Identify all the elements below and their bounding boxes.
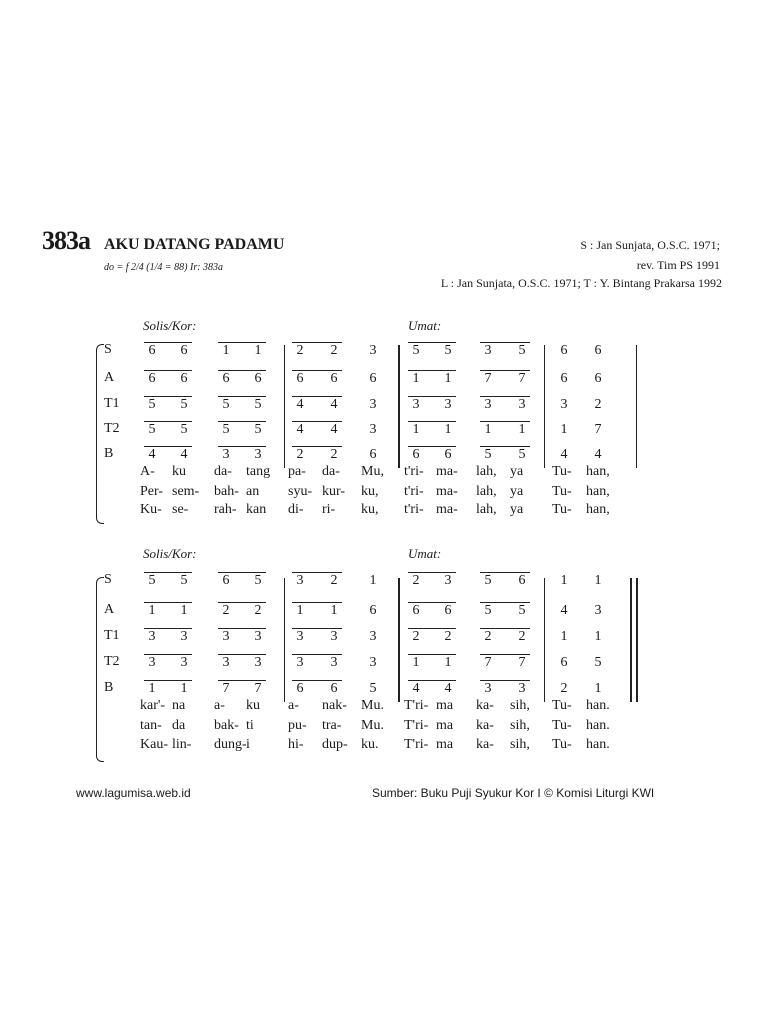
note: 3 (180, 655, 188, 670)
lyric-syllable: han, (586, 464, 610, 479)
note: 3 (296, 655, 304, 670)
note: 7 (484, 371, 492, 386)
note: 3 (444, 573, 452, 588)
note: 4 (412, 681, 420, 696)
note: 6 (560, 655, 568, 670)
note: 3 (222, 629, 230, 644)
lyric-syllable: Kau- (140, 737, 168, 752)
note: 7 (518, 371, 526, 386)
note: 1 (330, 603, 338, 618)
lyric-syllable: t'ri- (404, 502, 424, 517)
lyric-syllable: ma- (436, 502, 458, 517)
note: 3 (330, 629, 338, 644)
note: 3 (518, 681, 526, 696)
note: 6 (518, 573, 526, 588)
lyric-syllable: ku. (361, 737, 379, 752)
system-brace (96, 344, 104, 524)
lyric-syllable: Ku- (140, 502, 162, 517)
note: 1 (594, 573, 602, 588)
lyric-syllable: ma (436, 718, 454, 733)
note: 5 (484, 573, 492, 588)
note: 1 (518, 422, 526, 437)
note: 7 (484, 655, 492, 670)
lyric-syllable: syu- (288, 484, 313, 499)
lyric-syllable: ka- (476, 698, 494, 713)
lyric-syllable: Tu- (552, 718, 572, 733)
note: 3 (254, 447, 262, 462)
note: 4 (296, 422, 304, 437)
note: 2 (330, 343, 338, 358)
lyric-syllable: t'ri- (404, 484, 424, 499)
note: 4 (560, 603, 568, 618)
note: 5 (369, 681, 377, 696)
note: 3 (222, 447, 230, 462)
lyric-syllable: Tu- (552, 698, 572, 713)
note: 6 (222, 371, 230, 386)
note: 3 (369, 397, 377, 412)
lyric-syllable: ya (510, 484, 524, 499)
note: 3 (296, 573, 304, 588)
note: 2 (594, 397, 602, 412)
bar-line (284, 578, 285, 702)
note: 3 (148, 655, 156, 670)
note: 3 (594, 603, 602, 618)
note: 4 (296, 397, 304, 412)
voice-label: T1 (104, 396, 120, 411)
lyric-syllable: ya (510, 464, 524, 479)
note: 6 (369, 447, 377, 462)
lyric-syllable: a- (288, 698, 299, 713)
double-bar-line (398, 578, 400, 702)
note: 2 (560, 681, 568, 696)
note: 6 (180, 343, 188, 358)
note: 3 (444, 397, 452, 412)
double-bar-line (398, 345, 400, 468)
lyric-syllable: dup- (322, 737, 348, 752)
lyric-syllable: Mu. (361, 718, 384, 733)
lyric-syllable: kan (246, 502, 267, 517)
solis-kor-label: Solis/Kor: (143, 546, 197, 561)
lyric-syllable: bah- (214, 484, 239, 499)
note: 5 (254, 397, 262, 412)
note: 3 (560, 397, 568, 412)
note: 1 (148, 603, 156, 618)
song-number: 383a (42, 226, 90, 255)
lyric-syllable: han. (586, 737, 610, 752)
lyric-syllable: Mu, (361, 464, 384, 479)
note: 4 (330, 397, 338, 412)
note: 6 (412, 447, 420, 462)
voice-label: S (104, 342, 112, 357)
note: 4 (330, 422, 338, 437)
note: 2 (254, 603, 262, 618)
note: 2 (518, 629, 526, 644)
note: 6 (594, 371, 602, 386)
note: 5 (518, 447, 526, 462)
note: 1 (594, 629, 602, 644)
note: 3 (254, 655, 262, 670)
lyric-syllable: dung- (214, 737, 247, 752)
lyric-syllable: da (172, 718, 186, 733)
note: 6 (594, 343, 602, 358)
lyric-syllable: kar'- (140, 698, 166, 713)
lyric-syllable: di- (288, 502, 304, 517)
note: 6 (369, 603, 377, 618)
note: 3 (222, 655, 230, 670)
note: 1 (180, 681, 188, 696)
lyric-syllable: Mu. (361, 698, 384, 713)
lyric-syllable: lah, (476, 484, 497, 499)
lyric-syllable: tang (246, 464, 271, 479)
lyric-syllable: bak- (214, 718, 239, 733)
lyric-syllable: kur- (322, 484, 346, 499)
note: 6 (222, 573, 230, 588)
voice-label: B (104, 446, 114, 461)
final-bar-line (630, 578, 632, 702)
system-brace (96, 577, 104, 762)
note: 3 (369, 422, 377, 437)
voice-label: A (104, 370, 115, 385)
lyric-syllable: se- (172, 502, 189, 517)
note: 5 (412, 343, 420, 358)
footer-website: www.lagumisa.web.id (76, 786, 191, 800)
song-meta: do = f 2/4 (1/4 = 88) Ir: 383a (104, 262, 224, 273)
footer-source: Sumber: Buku Puji Syukur Kor I © Komisi Liturgi KWI (372, 786, 655, 800)
note: 2 (444, 629, 452, 644)
note: 1 (254, 343, 262, 358)
note: 7 (518, 655, 526, 670)
note: 6 (296, 371, 304, 386)
note: 2 (484, 629, 492, 644)
lyric-syllable: i (246, 737, 250, 752)
note: 5 (148, 397, 156, 412)
lyric-syllable: a- (214, 698, 225, 713)
lyric-syllable: lah, (476, 502, 497, 517)
note: 5 (148, 573, 156, 588)
credit-melody-text: L : Jan Sunjata, O.S.C. 1971; T : Y. Bintang Prakarsa 1992 (440, 276, 722, 290)
lyric-syllable: nak- (322, 698, 347, 713)
song-title: AKU DATANG PADAMU (104, 236, 285, 253)
lyric-syllable: lin- (172, 737, 192, 752)
note: 5 (180, 422, 188, 437)
bar-line (544, 578, 545, 702)
note: 4 (594, 447, 602, 462)
note: 3 (180, 629, 188, 644)
note: 1 (594, 681, 602, 696)
lyric-syllable: T'ri- (404, 698, 429, 713)
note: 6 (254, 371, 262, 386)
note: 1 (296, 603, 304, 618)
lyric-syllable: T'ri- (404, 718, 429, 733)
note: 4 (444, 681, 452, 696)
solis-kor-label: Solis/Kor: (143, 318, 197, 333)
lyric-syllable: ti (246, 718, 254, 733)
note: 5 (180, 397, 188, 412)
note: 3 (254, 629, 262, 644)
note: 3 (296, 629, 304, 644)
note: 5 (254, 573, 262, 588)
lyric-syllable: sih, (510, 698, 530, 713)
note: 6 (412, 603, 420, 618)
note: 1 (444, 371, 452, 386)
lyric-syllable: A- (140, 464, 155, 479)
note: 5 (484, 603, 492, 618)
note: 1 (560, 629, 568, 644)
credit-revision: rev. Tim PS 1991 (636, 258, 720, 272)
lyric-syllable: da- (214, 464, 232, 479)
lyric-syllable: pu- (288, 718, 307, 733)
note: 1 (412, 371, 420, 386)
note: 3 (369, 629, 377, 644)
note: 1 (412, 655, 420, 670)
note: 5 (484, 447, 492, 462)
note: 5 (518, 343, 526, 358)
lyric-syllable: han. (586, 718, 610, 733)
voice-label: B (104, 680, 114, 695)
note: 3 (518, 397, 526, 412)
note: 5 (148, 422, 156, 437)
lyric-syllable: ku (172, 464, 186, 479)
note: 6 (444, 447, 452, 462)
note: 1 (444, 655, 452, 670)
voice-label: S (104, 572, 112, 587)
note: 7 (222, 681, 230, 696)
note: 2 (412, 629, 420, 644)
lyric-syllable: Tu- (552, 464, 572, 479)
lyric-syllable: na (172, 698, 186, 713)
note: 3 (369, 343, 377, 358)
voice-label: T2 (104, 421, 120, 436)
lyric-syllable: ka- (476, 737, 494, 752)
note: 3 (330, 655, 338, 670)
note: 6 (148, 371, 156, 386)
bar-line (544, 345, 545, 468)
bar-line (284, 345, 285, 468)
lyric-syllable: lah, (476, 464, 497, 479)
lyric-syllable: ma- (436, 484, 458, 499)
note: 3 (484, 343, 492, 358)
note: 2 (330, 573, 338, 588)
note: 1 (484, 422, 492, 437)
lyric-syllable: pa- (288, 464, 306, 479)
lyric-syllable: ku (246, 698, 260, 713)
umat-label: Umat: (408, 318, 442, 333)
lyric-syllable: hi- (288, 737, 304, 752)
lyric-syllable: sih, (510, 718, 530, 733)
lyric-syllable: tra- (322, 718, 342, 733)
note: 6 (560, 371, 568, 386)
note: 5 (180, 573, 188, 588)
umat-label: Umat: (408, 546, 442, 561)
lyric-syllable: ri- (322, 502, 336, 517)
lyric-syllable: sih, (510, 737, 530, 752)
note: 5 (222, 397, 230, 412)
note: 6 (330, 371, 338, 386)
lyric-syllable: ma- (436, 464, 458, 479)
note: 2 (222, 603, 230, 618)
lyric-syllable: Tu- (552, 737, 572, 752)
lyric-syllable: sem- (172, 484, 200, 499)
note: 1 (369, 573, 377, 588)
note: 1 (560, 573, 568, 588)
note: 5 (254, 422, 262, 437)
note: 3 (369, 655, 377, 670)
lyric-syllable: Per- (140, 484, 164, 499)
lyric-syllable: da- (322, 464, 340, 479)
lyric-syllable: ku, (361, 484, 379, 499)
note: 2 (412, 573, 420, 588)
note: 5 (444, 343, 452, 358)
note: 5 (222, 422, 230, 437)
note: 6 (560, 343, 568, 358)
lyric-syllable: han, (586, 502, 610, 517)
lyric-syllable: ma (436, 698, 454, 713)
note: 2 (296, 447, 304, 462)
note: 3 (484, 397, 492, 412)
lyric-syllable: ka- (476, 718, 494, 733)
note: 7 (254, 681, 262, 696)
note: 1 (148, 681, 156, 696)
lyric-syllable: han, (586, 484, 610, 499)
voice-label: T2 (104, 654, 120, 669)
final-bar-line (636, 578, 638, 702)
note: 4 (180, 447, 188, 462)
lyric-syllable: t'ri- (404, 464, 424, 479)
voice-label: T1 (104, 628, 120, 643)
note: 6 (180, 371, 188, 386)
note: 5 (594, 655, 602, 670)
note: 4 (148, 447, 156, 462)
note: 2 (330, 447, 338, 462)
lyric-syllable: han. (586, 698, 610, 713)
lyric-syllable: ma (436, 737, 454, 752)
credit-text: S : Jan Sunjata, O.S.C. 1971; (580, 238, 720, 252)
note: 6 (296, 681, 304, 696)
note: 2 (296, 343, 304, 358)
note: 4 (560, 447, 568, 462)
note: 1 (180, 603, 188, 618)
lyric-syllable: ya (510, 502, 524, 517)
note: 6 (330, 681, 338, 696)
note: 6 (148, 343, 156, 358)
note: 7 (594, 422, 602, 437)
lyric-syllable: Tu- (552, 502, 572, 517)
note: 1 (412, 422, 420, 437)
lyric-syllable: tan- (140, 718, 162, 733)
note: 1 (222, 343, 230, 358)
note: 6 (369, 371, 377, 386)
voice-label: A (104, 602, 115, 617)
lyric-syllable: Tu- (552, 484, 572, 499)
note: 6 (444, 603, 452, 618)
note: 3 (148, 629, 156, 644)
lyric-syllable: rah- (214, 502, 237, 517)
note: 3 (484, 681, 492, 696)
note: 3 (412, 397, 420, 412)
lyric-syllable: T'ri- (404, 737, 429, 752)
lyric-syllable: an (246, 484, 260, 499)
note: 1 (444, 422, 452, 437)
lyric-syllable: ku, (361, 502, 379, 517)
note: 1 (560, 422, 568, 437)
note: 5 (518, 603, 526, 618)
end-bar-line (636, 345, 637, 468)
